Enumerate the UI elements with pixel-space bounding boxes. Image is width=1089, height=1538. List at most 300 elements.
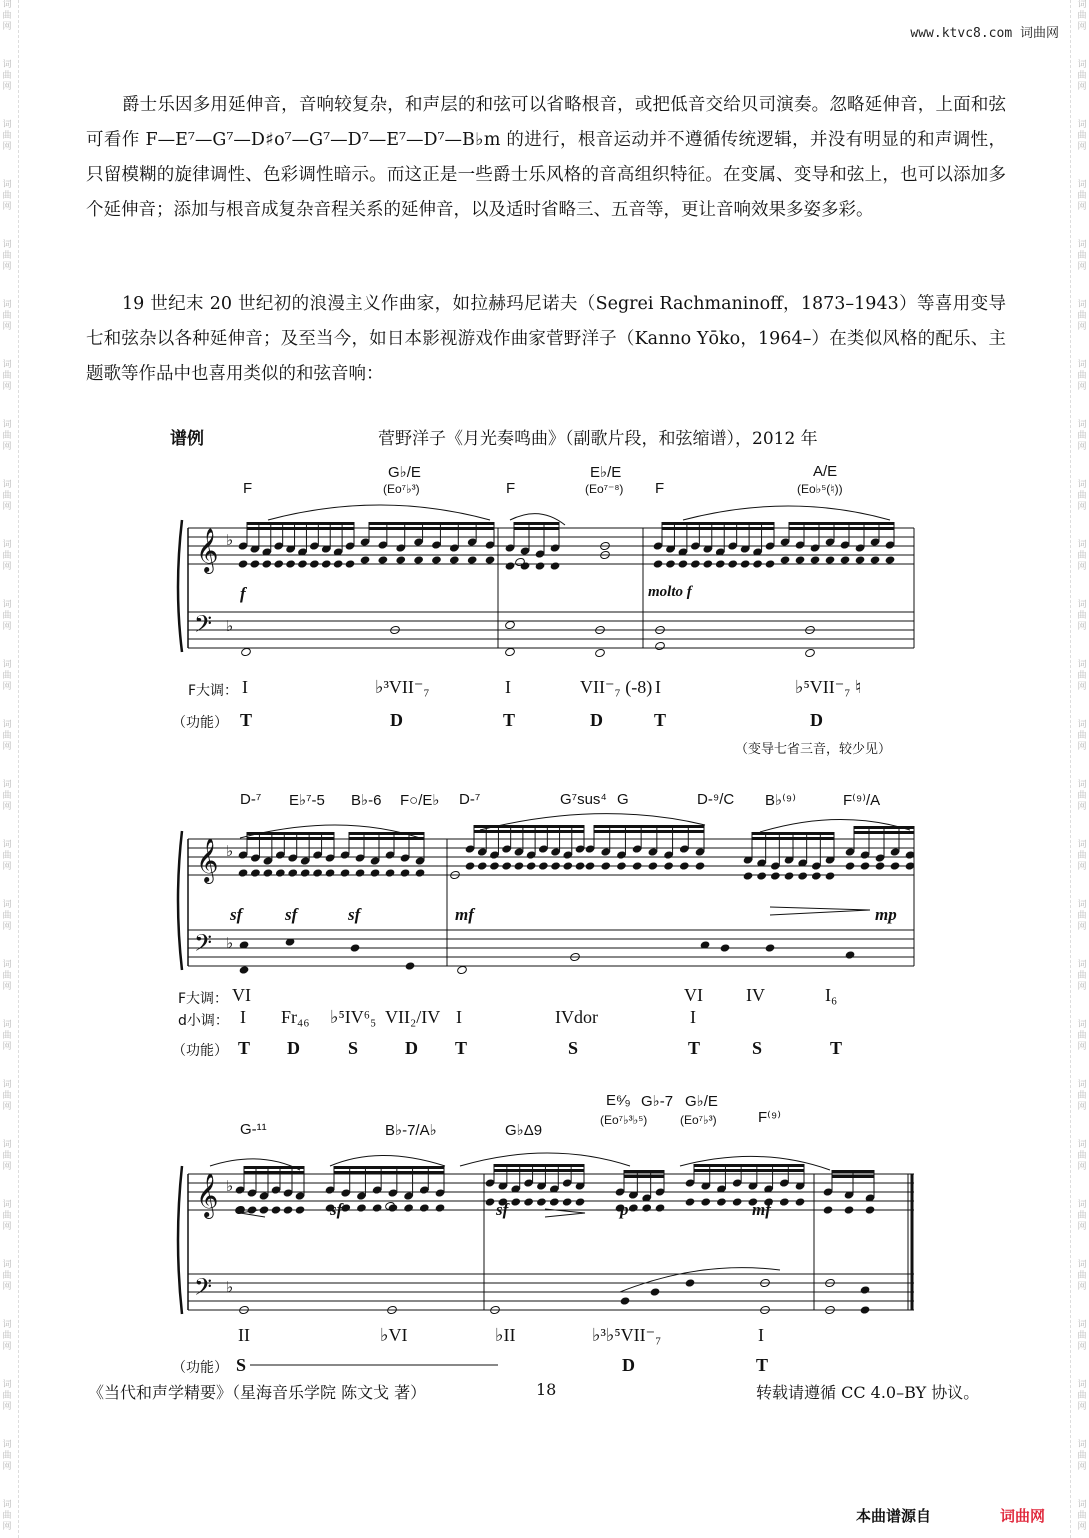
note-head: [241, 647, 252, 656]
note-head: [732, 1197, 743, 1206]
note-head: [650, 1287, 661, 1296]
note-head: [377, 555, 388, 564]
note-head: [413, 555, 424, 564]
watermark-tile: 词 曲 网: [2, 480, 12, 512]
chord-symbol: G♭-7: [641, 1093, 674, 1110]
function-symbol: D: [590, 710, 603, 730]
chord-symbol: F: [243, 480, 253, 497]
note-head: [845, 950, 856, 959]
note-head: [523, 1197, 534, 1206]
note-head: [575, 1197, 586, 1206]
note-beam: [474, 830, 584, 833]
note-head: [538, 861, 549, 870]
note-head: [261, 559, 272, 568]
note-beam: [832, 1170, 874, 1173]
chord-symbol: D-⁹/C: [697, 791, 735, 808]
roman-numeral: VII⁻₇ (-8): [580, 677, 653, 697]
note-head: [350, 943, 361, 952]
watermark-tile: 词 曲 网: [2, 1020, 12, 1052]
note-head: [860, 1305, 871, 1314]
watermark-tile: 词 曲 网: [2, 1380, 12, 1412]
note-head: [743, 871, 754, 880]
watermark-tile: 词 曲 网: [2, 1200, 12, 1232]
chord-symbol: (Eo⁷♭³♭⁵): [600, 1113, 648, 1127]
note-head: [870, 555, 881, 564]
note-head: [600, 861, 611, 870]
note-beam: [694, 1164, 804, 1167]
book-citation: 《当代和声学精要》（星海音乐学院 陈文戈 著）: [88, 1383, 427, 1402]
watermark-tile: 词 曲 网: [2, 1500, 12, 1532]
note-beam: [694, 1169, 804, 1172]
roman-numeral: ♭³♭⁵VII⁻₇: [592, 1325, 662, 1345]
watermark-tile: 词 曲 网: [2, 600, 12, 632]
chord-symbol: (Eo⁷♭³): [383, 482, 420, 496]
note-head: [663, 861, 674, 870]
note-beam: [662, 527, 774, 530]
dynamic-marking: mp: [875, 905, 897, 924]
watermark-tile: 词 曲 网: [2, 660, 12, 692]
svg-text:𝄢: 𝄢: [194, 1273, 213, 1306]
note-head: [562, 1197, 573, 1206]
note-head: [321, 559, 332, 568]
system1-treble-staff: [188, 528, 914, 564]
note-head: [385, 868, 396, 877]
note-head: [271, 1205, 282, 1214]
note-head: [765, 943, 776, 952]
note-head: [295, 1205, 306, 1214]
note-head: [356, 1203, 367, 1212]
note-head: [795, 555, 806, 564]
note-head: [665, 559, 676, 568]
svg-text:𝄞: 𝄞: [196, 1173, 219, 1217]
note-head: [632, 861, 643, 870]
roman-numeral: IV: [746, 985, 765, 1005]
function-symbol: T: [503, 710, 516, 730]
note-beam: [752, 837, 834, 840]
page-number: 18: [536, 1380, 557, 1399]
watermark-tile: 词 曲 网: [1077, 1260, 1087, 1292]
watermark-tile: 词 曲 网: [1077, 480, 1087, 512]
roman-numeral: ♭³VII⁻₇: [375, 677, 430, 697]
chord-symbol: G♭Δ9: [505, 1122, 543, 1139]
roman-numeral: ♭II: [495, 1325, 516, 1345]
note-head: [811, 871, 822, 880]
watermark-tile: 词 曲 网: [1077, 0, 1087, 32]
dynamic-marking: sf: [348, 905, 361, 924]
function-symbol: T: [240, 710, 253, 730]
roman-numeral: I: [690, 1007, 696, 1027]
function-symbol: D: [287, 1038, 300, 1058]
svg-text:♭: ♭: [226, 1177, 234, 1195]
note-head: [309, 559, 320, 568]
watermark-tile: 词 曲 网: [1077, 180, 1087, 212]
note-head: [485, 555, 496, 564]
watermark-tile: 词 曲 网: [2, 960, 12, 992]
watermark-tile: 词 曲 网: [2, 900, 12, 932]
note-head: [655, 641, 666, 650]
note-beam: [369, 522, 494, 525]
note-head: [550, 861, 561, 870]
function-symbol: S: [752, 1038, 763, 1058]
note-head: [325, 868, 336, 877]
function-symbol: D: [810, 710, 823, 730]
chord-symbol: G: [617, 791, 629, 808]
note-head: [360, 555, 371, 564]
chord-symbol: E♭/E: [590, 464, 622, 481]
note-head: [513, 861, 524, 870]
chord-symbol: A/E: [813, 463, 838, 480]
note-head: [505, 620, 516, 629]
note-beam: [854, 826, 914, 829]
paragraph-2-text: 19 世纪末 20 世纪初的浪漫主义作曲家，如拉赫玛尼诺夫（Segrei Rachmaninoff，1873–1943）等喜用变导七和弦杂以各种延伸音；及至当今，如日本影视游戏作曲家菅野洋子（Kanno Yōko，1964–）在类似风格的配乐、主题歌等作品中也喜用类似的和弦音响：: [86, 294, 1006, 384]
function-label: （功能）: [172, 1043, 228, 1059]
note-beam: [334, 1166, 444, 1169]
note-head: [400, 868, 411, 877]
function-symbol: S: [236, 1355, 247, 1375]
note-head: [844, 1205, 855, 1214]
note-beam: [474, 825, 584, 828]
site-url[interactable]: www.ktvc8.com: [910, 26, 1013, 41]
watermark-tile: 词 曲 网: [1077, 1080, 1087, 1112]
note-head: [795, 1197, 806, 1206]
note-beam: [349, 837, 424, 840]
watermark-tile: 词 曲 网: [2, 240, 12, 272]
roman-numeral: I: [655, 677, 661, 697]
note-beam: [594, 830, 704, 833]
watermark-tile: 词 曲 网: [2, 1440, 12, 1472]
note-head: [419, 1203, 430, 1212]
note-head: [595, 648, 606, 657]
function-symbol: S: [348, 1038, 359, 1058]
note-head: [780, 555, 791, 564]
note-beam: [244, 1171, 304, 1174]
note-head: [679, 861, 690, 870]
watermark-tile: 词 曲 网: [2, 1260, 12, 1292]
watermark-tile: 词 曲 网: [1077, 960, 1087, 992]
note-head: [372, 1203, 383, 1212]
svg-text:♭: ♭: [226, 1278, 234, 1296]
note-head: [647, 861, 658, 870]
watermark-tile: 词 曲 网: [2, 1320, 12, 1352]
watermark-tile: 词 曲 网: [1077, 60, 1087, 92]
roman-numeral: I: [758, 1325, 764, 1345]
note-head: [249, 559, 260, 568]
note-head: [238, 559, 249, 568]
note-head: [740, 559, 751, 568]
watermark-tile: 词 曲 网: [1077, 840, 1087, 872]
note-beam: [854, 831, 914, 834]
chord-symbol: D-⁷: [240, 791, 262, 808]
chord-symbol: B♭-7/A♭: [385, 1122, 437, 1139]
note-head: [285, 559, 296, 568]
note-beam: [247, 527, 354, 530]
note-head: [435, 1203, 446, 1212]
chord-symbol: (Eo⁷⁻⁸): [585, 482, 624, 496]
note-head: [641, 1203, 652, 1212]
watermark-tile: 词 曲 网: [2, 180, 12, 212]
note-head: [825, 871, 836, 880]
note-head: [510, 1197, 521, 1206]
svg-text:𝄞: 𝄞: [196, 838, 219, 882]
chord-symbol: F: [655, 480, 665, 497]
paragraph-1-text: 爵士乐因多用延伸音，音响较复杂，和声层的和弦可以省略根音，或把低音交给贝司演奏。忽略延伸音，上面和弦可看作 F—E⁷—G⁷—D♯o⁷—G⁷—D⁷—E⁷—D⁷—B♭m 的进行，根音运动并不遵循传统逻辑，并没有明显的和声调性，只留模糊的旋律调性、色彩调性暗示。而这正是一些爵士乐风格的音高组织特征。在变属、变导和弦上，也可以添加多个延伸音；添加与根音成复杂音程关系的延伸音，以及适时省略三、五音等，更让音响效果多姿多彩。: [86, 95, 1006, 220]
note-head: [477, 861, 488, 870]
note-head: [779, 1197, 790, 1206]
roman-numeral: ♭⁵VII⁻₇ ♮: [795, 677, 862, 697]
function-symbol: T: [756, 1355, 769, 1375]
note-head: [239, 965, 250, 974]
note-head: [300, 868, 311, 877]
note-head: [875, 861, 886, 870]
note-head: [247, 1205, 258, 1214]
watermark-tile: 词 曲 网: [2, 60, 12, 92]
chord-symbol: D-⁷: [459, 791, 481, 808]
source-brand-link[interactable]: 词曲网: [1000, 1507, 1046, 1525]
note-head: [855, 555, 866, 564]
watermark-tile: 词 曲 网: [1077, 120, 1087, 152]
watermark-tile: 词 曲 网: [1077, 360, 1087, 392]
note-head: [345, 559, 356, 568]
watermark-tile: 词 曲 网: [1077, 660, 1087, 692]
note-head: [505, 561, 516, 570]
note-head: [403, 1203, 414, 1212]
example-title: 菅野洋子《月光奏鸣曲》（副歌片段，和弦缩谱），2012 年: [378, 429, 818, 449]
chord-symbol: F⁽⁹⁾: [758, 1109, 781, 1126]
chord-symbol: G-¹¹: [240, 1121, 267, 1138]
roman-numeral: I: [240, 1007, 246, 1027]
note-head: [765, 559, 776, 568]
note-head: [395, 555, 406, 564]
function-symbol: D: [622, 1355, 635, 1375]
note-head: [333, 559, 344, 568]
note-head: [885, 555, 896, 564]
note-beam: [247, 837, 334, 840]
chord-symbol: G⁷sus⁴: [560, 791, 607, 808]
note-beam: [594, 825, 704, 828]
dynamic-marking: sf: [230, 905, 243, 924]
dynamic-marking: sf: [330, 1200, 343, 1219]
svg-text:♭: ♭: [226, 842, 234, 860]
note-head: [628, 1203, 639, 1212]
note-head: [259, 1205, 270, 1214]
note-beam: [247, 522, 354, 525]
note-head: [297, 559, 308, 568]
note-head: [415, 868, 426, 877]
roman-numeral: VII₂/IV: [385, 1007, 441, 1027]
function-symbol: T: [455, 1038, 468, 1058]
watermark-tile: 词 曲 网: [2, 120, 12, 152]
license-notice: 转载请遵循 CC 4.0–BY 协议。: [756, 1383, 980, 1402]
note-head: [467, 555, 478, 564]
chord-symbol: E⁶⁄₉: [606, 1092, 631, 1109]
watermark-tile: 词 曲 网: [2, 0, 12, 32]
annotation-note: （变导七省三音，较少见）: [735, 742, 892, 757]
note-head: [653, 559, 664, 568]
watermark-tile: 词 曲 网: [1077, 540, 1087, 572]
chord-symbol: E♭⁷-5: [289, 792, 325, 809]
note-head: [716, 1197, 727, 1206]
key-label: F大调：: [178, 991, 229, 1007]
watermark-tile: 词 曲 网: [1077, 1320, 1087, 1352]
note-head: [797, 871, 808, 880]
dynamic-marking: molto f: [648, 584, 692, 600]
chord-symbol: B♭-6: [351, 792, 382, 809]
bass-clef: 𝄢: [194, 610, 213, 643]
note-head: [752, 559, 763, 568]
note-head: [485, 1197, 496, 1206]
note-beam: [334, 1171, 444, 1174]
watermark-tile: 词 曲 网: [1077, 720, 1087, 752]
svg-text:♭: ♭: [226, 531, 234, 549]
roman-numeral: I: [456, 1007, 462, 1027]
function-symbol: T: [654, 710, 667, 730]
function-symbol: T: [688, 1038, 701, 1058]
note-head: [695, 861, 706, 870]
note-head: [677, 559, 688, 568]
function-label: （功能）: [172, 1360, 228, 1376]
note-head: [685, 1278, 696, 1287]
watermark-tile: 词 曲 网: [1077, 1140, 1087, 1172]
note-beam: [624, 1175, 664, 1178]
dynamic-marking: p: [620, 1200, 629, 1219]
note-head: [562, 861, 573, 870]
system3-bass-staff: [188, 1274, 914, 1310]
note-head: [860, 861, 871, 870]
note-head: [549, 1197, 560, 1206]
note-head: [810, 555, 821, 564]
chord-symbol: G♭/E: [685, 1093, 718, 1110]
svg-text:𝄢: 𝄢: [194, 929, 213, 962]
note-beam: [244, 1166, 304, 1169]
note-head: [536, 1197, 547, 1206]
note-beam: [349, 832, 424, 835]
note-head: [501, 861, 512, 870]
svg-text:♭: ♭: [226, 617, 234, 635]
note-head: [700, 1197, 711, 1206]
note-head: [283, 1205, 294, 1214]
note-head: [845, 861, 856, 870]
site-name[interactable]: 词曲网: [1019, 26, 1059, 41]
roman-numeral: I₆: [825, 985, 838, 1005]
note-head: [860, 1285, 871, 1294]
note-head: [457, 965, 468, 974]
system2-bass-staff: [188, 930, 914, 966]
note-head: [250, 868, 261, 877]
watermark-tile: 词 曲 网: [2, 780, 12, 812]
note-head: [489, 861, 500, 870]
note-head: [690, 559, 701, 568]
note-head: [823, 1205, 834, 1214]
source-label: 本曲谱源自: [856, 1507, 932, 1525]
note-head: [535, 561, 546, 570]
dynamic-marking: sf: [285, 905, 298, 924]
note-beam: [752, 832, 834, 835]
watermark-tile: 词 曲 网: [2, 420, 12, 452]
note-head: [616, 861, 627, 870]
note-head: [825, 555, 836, 564]
note-beam: [494, 1169, 584, 1172]
function-label: （功能）: [172, 715, 228, 731]
roman-numeral: I: [505, 677, 511, 697]
chord-symbol: F⁽⁹⁾/A: [843, 792, 881, 809]
watermark-tile: 词 曲 网: [1077, 900, 1087, 932]
note-head: [784, 871, 795, 880]
chord-symbol: F○/E♭: [400, 792, 440, 809]
note-head: [575, 861, 586, 870]
note-head: [550, 561, 561, 570]
note-beam: [247, 832, 334, 835]
note-head: [273, 559, 284, 568]
roman-numeral: ♭⁵IV⁶₅: [330, 1007, 377, 1027]
note-head: [370, 868, 381, 877]
watermark-tile: 词 曲 网: [2, 840, 12, 872]
note-beam: [624, 1170, 664, 1173]
system1-bass-staff: [188, 612, 914, 648]
note-head: [702, 559, 713, 568]
watermark-tile: 词 曲 网: [1077, 780, 1087, 812]
note-head: [715, 559, 726, 568]
key-label: F大调：: [188, 683, 239, 699]
note-head: [620, 1296, 631, 1305]
roman-numeral: IVdor: [555, 1007, 598, 1027]
note-head: [727, 559, 738, 568]
watermark-tile: 词 曲 网: [1077, 1380, 1087, 1412]
note-head: [340, 868, 351, 877]
note-head: [287, 868, 298, 877]
example-label: 谱例: [170, 429, 204, 449]
dynamic-marking: sf: [496, 1200, 509, 1219]
watermark-tile: 词 曲 网: [2, 1080, 12, 1112]
note-beam: [369, 527, 494, 530]
note-head: [685, 1197, 696, 1206]
note-head: [449, 555, 460, 564]
key-label: d小调：: [178, 1013, 229, 1029]
watermark-tile: 词 曲 网: [2, 1140, 12, 1172]
watermark-tile: 词 曲 网: [1077, 300, 1087, 332]
note-beam: [789, 522, 894, 525]
watermark-tile: 词 曲 网: [2, 720, 12, 752]
watermark-tile: 词 曲 网: [1077, 600, 1087, 632]
note-head: [312, 868, 323, 877]
note-beam: [662, 522, 774, 525]
roman-numeral: VI: [232, 985, 251, 1005]
watermark-tile: 词 曲 网: [1077, 1200, 1087, 1232]
note-head: [505, 647, 516, 656]
svg-text:♭: ♭: [226, 934, 234, 952]
watermark-tile: 词 曲 网: [1077, 1020, 1087, 1052]
note-head: [405, 961, 416, 970]
note-head: [805, 648, 816, 657]
note-head: [840, 555, 851, 564]
note-head: [431, 555, 442, 564]
note-head: [770, 871, 781, 880]
watermark-tile: 词 曲 网: [2, 540, 12, 572]
note-head: [262, 868, 273, 877]
treble-clef: 𝄞: [196, 528, 219, 572]
function-symbol: D: [390, 710, 403, 730]
note-head: [520, 561, 531, 570]
note-head: [238, 868, 249, 877]
note-beam: [514, 522, 559, 525]
chord-symbol: B♭⁽⁹⁾: [765, 792, 796, 809]
roman-numeral: II: [238, 1325, 250, 1345]
chord-symbol: F: [506, 480, 516, 497]
note-head: [275, 868, 286, 877]
note-beam: [494, 1164, 584, 1167]
note-beam: [832, 1175, 874, 1178]
roman-numeral: I: [242, 677, 248, 697]
chord-symbol: (Eo⁷♭³): [680, 1113, 717, 1127]
